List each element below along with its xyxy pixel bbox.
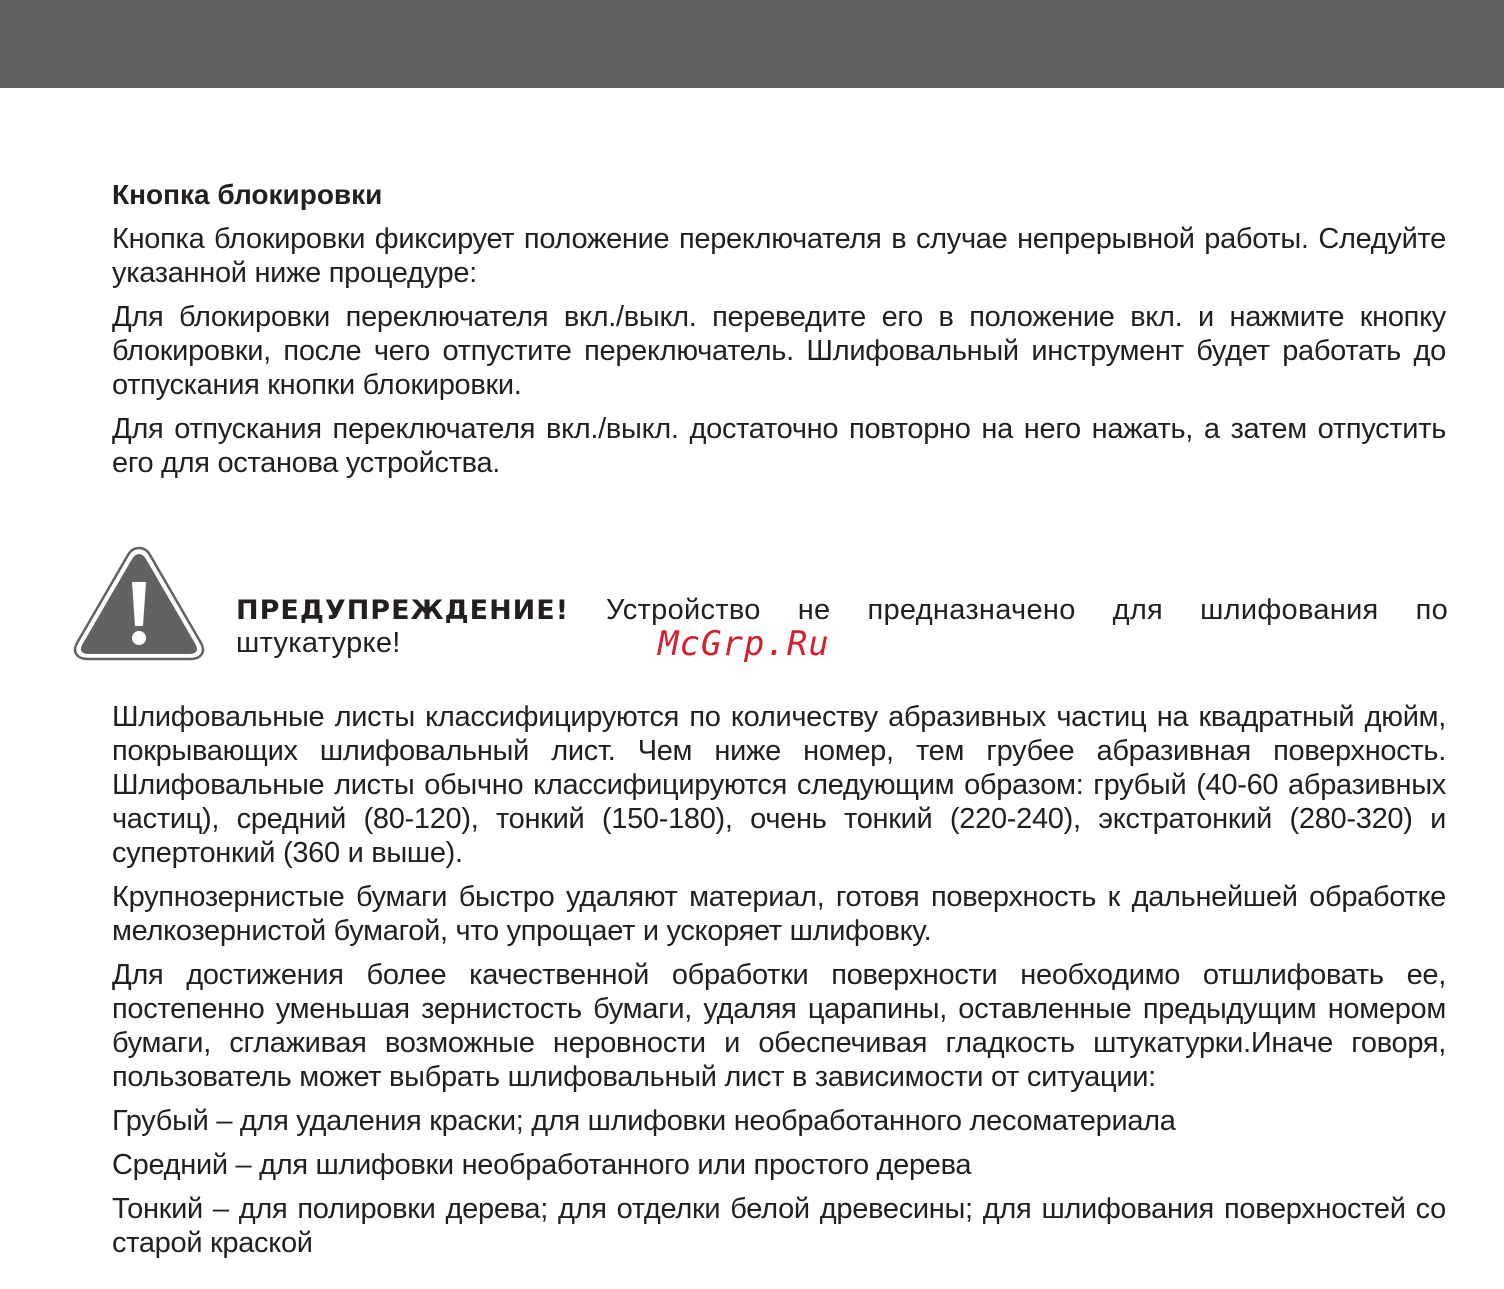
paragraph: Для блокировки переключателя вкл./выкл. переведите его в положение вкл. и нажмите кнопку блокировки, после чего отпустите переключатель. Шлифовальный инструмент будет работать до отпускания кнопки блокировки. bbox=[112, 301, 1446, 401]
paragraph: Крупнозернистые бумаги быстро удаляют материал, готовя поверхность к дальнейшей обработке мелкозернистой бумагой, что упрощает и ускоряет шлифовку. bbox=[112, 881, 1446, 947]
sanding-sheets-section bbox=[112, 700, 1446, 1270]
warning-text bbox=[236, 594, 1448, 660]
warning-triangle-icon bbox=[72, 544, 206, 662]
list-item: Тонкий – для полировки дерева; для отделки белой древесины; для шлифования поверхностей со старой краской bbox=[112, 1193, 1446, 1259]
lock-button-section bbox=[112, 178, 1446, 490]
paragraph: Для достижения более качественной обработки поверхности необходимо отшлифовать ее, постепенно уменьшая зернистость бумаги, удаляя царапины, оставленные предыдущим номером бумаги, сглаживая возможные неровности и обеспечивая гладкость штукатурки.Иначе говоря, пользователь может выбрать шлифовальный лист в зависимости от ситуации: bbox=[112, 959, 1446, 1093]
warning-label: ПРЕДУПРЕЖДЕНИЕ! bbox=[236, 595, 570, 626]
watermark: McGrp.Ru bbox=[658, 624, 830, 664]
paragraph: Для отпускания переключателя вкл./выкл. достаточно повторно на него нажать, а затем отпустить его для останова устройства. bbox=[112, 413, 1446, 479]
header-bar bbox=[0, 0, 1504, 88]
warning-message: Устройство не предназначено для шлифования по штукатурке! bbox=[236, 594, 1448, 659]
paragraph: Шлифовальные листы классифицируются по количеству абразивных частиц на квадратный дюйм, покрывающих шлифовальный лист. Чем ниже номер, тем грубее абразивная поверхность. Шлифовальные листы обычно классифицируются следующим образом: грубый (40-60 абразивных частиц), средний (80-120), тонкий (150-180), очень тонкий (220-240), экстратонкий (280-320) и супертонкий (360 и выше). bbox=[112, 701, 1446, 869]
list-item: Грубый – для удаления краски; для шлифовки необработанного лесоматериала bbox=[112, 1105, 1176, 1137]
section-heading: Кнопка блокировки bbox=[112, 179, 383, 210]
paragraph: Кнопка блокировки фиксирует положение переключателя в случае непрерывной работы. Следуйте указанной ниже процедуре: bbox=[112, 223, 1446, 289]
list-item: Средний – для шлифовки необработанного или простого дерева bbox=[112, 1149, 972, 1181]
